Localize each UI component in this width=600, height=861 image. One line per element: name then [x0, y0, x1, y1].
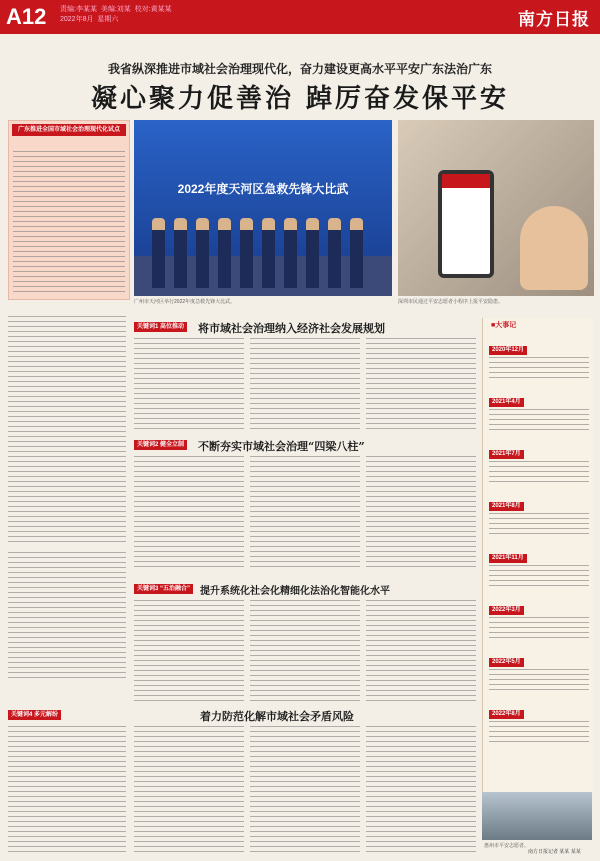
column-text [134, 338, 244, 433]
column-text [134, 726, 244, 854]
timeline-text [489, 565, 589, 587]
person-figure [196, 218, 209, 288]
timeline-date: 2022年3月 [489, 606, 524, 615]
column-text [366, 456, 476, 568]
column-text [250, 600, 360, 704]
section-1-label: 关键词1 高位推动 [134, 322, 187, 332]
lead-body-text [13, 151, 125, 295]
column-text [366, 338, 476, 433]
column-text [366, 726, 476, 854]
section-3-title: 提升系统化社会化精细化法治化智能化水平 [200, 586, 390, 597]
timeline-item [489, 596, 589, 639]
timeline-date: 2021年11月 [489, 554, 527, 563]
timeline-item [489, 388, 589, 431]
timeline-date: 2021年4月 [489, 398, 524, 407]
section-3-label: 关键词3 “五治融合” [134, 584, 193, 594]
person-figure [284, 218, 297, 288]
section-2-title: 不断夯实市域社会治理“四梁八柱” [198, 440, 365, 453]
phone-app-bar [442, 174, 490, 188]
timeline-text [489, 513, 589, 535]
phone-illustration [438, 170, 494, 278]
timeline-date: 2021年8月 [489, 502, 524, 511]
column-text [134, 600, 244, 704]
person-figure [174, 218, 187, 288]
right-photo [398, 120, 594, 296]
timeline-text [489, 721, 589, 743]
editor-info: 责编:李某某 美编:刘某 校对:黄某某 2022年8月 星期六 [60, 6, 172, 23]
newspaper-masthead: 南方日报 [518, 10, 590, 30]
section-2-label: 关键词2 健全立制 [134, 440, 187, 450]
section-4-title: 着力防范化解市域社会矛盾风险 [200, 710, 354, 723]
photo-screen-text: 2022年度天河区急救先锋大比武 [177, 182, 349, 196]
article-kicker: 我省纵深推进市域社会治理现代化，奋力建设更高水平平安广东法治广东 [107, 62, 492, 76]
timeline-text [489, 461, 589, 483]
article-headline: 凝心聚力促善治 踔厉奋发保平安 [90, 84, 510, 114]
right-photo-caption: 深圳市民通过平安志愿者小程序上报平安隐患。 [398, 299, 504, 305]
timeline-item [489, 700, 589, 743]
main-photo-caption: 广州市天河区举行2022年度急救先锋大比武。 [134, 299, 236, 305]
person-figure [328, 218, 341, 288]
timeline-item [489, 492, 589, 535]
timeline-text [489, 409, 589, 431]
column-text [8, 316, 126, 546]
bottom-photo [482, 792, 592, 840]
timeline-item [489, 648, 589, 691]
lead-box [8, 120, 130, 300]
person-figure [262, 218, 275, 288]
column-text [250, 338, 360, 433]
column-text [250, 726, 360, 854]
column-text [8, 552, 126, 680]
timeline-date: 2022年8月 [489, 710, 524, 719]
lead-box-title: 广东推进全国市域社会治理现代化试点 [12, 124, 126, 136]
hand-illustration [520, 206, 588, 290]
timeline-title: ■大事记 [491, 322, 517, 329]
timeline-text [489, 357, 589, 379]
timeline-date: 2022年5月 [489, 658, 524, 667]
main-photo [134, 120, 392, 296]
bottom-photo-caption: 惠州市平安志愿者。 [484, 843, 530, 849]
timeline-item [489, 336, 589, 379]
person-figure [350, 218, 363, 288]
section-1-title: 将市域社会治理纳入经济社会发展规划 [198, 322, 385, 335]
page-header [0, 0, 600, 34]
timeline-sidebar [482, 318, 593, 792]
timeline-date: 2020年12月 [489, 346, 527, 355]
reporter-credits: 南方日报记者 某某 某某 [528, 849, 581, 855]
timeline-item [489, 440, 589, 483]
column-text [8, 726, 126, 854]
timeline-date: 2021年7月 [489, 450, 524, 459]
person-figure [152, 218, 165, 288]
timeline-item [489, 544, 589, 587]
person-figure [218, 218, 231, 288]
page-number: A12 [6, 4, 47, 29]
timeline-text [489, 669, 589, 691]
person-figure [240, 218, 253, 288]
timeline-text [489, 617, 589, 639]
column-text [134, 456, 244, 568]
section-4-label: 关键词4 多元解纷 [8, 710, 61, 720]
person-figure [306, 218, 319, 288]
column-text [250, 456, 360, 568]
column-text [366, 600, 476, 704]
